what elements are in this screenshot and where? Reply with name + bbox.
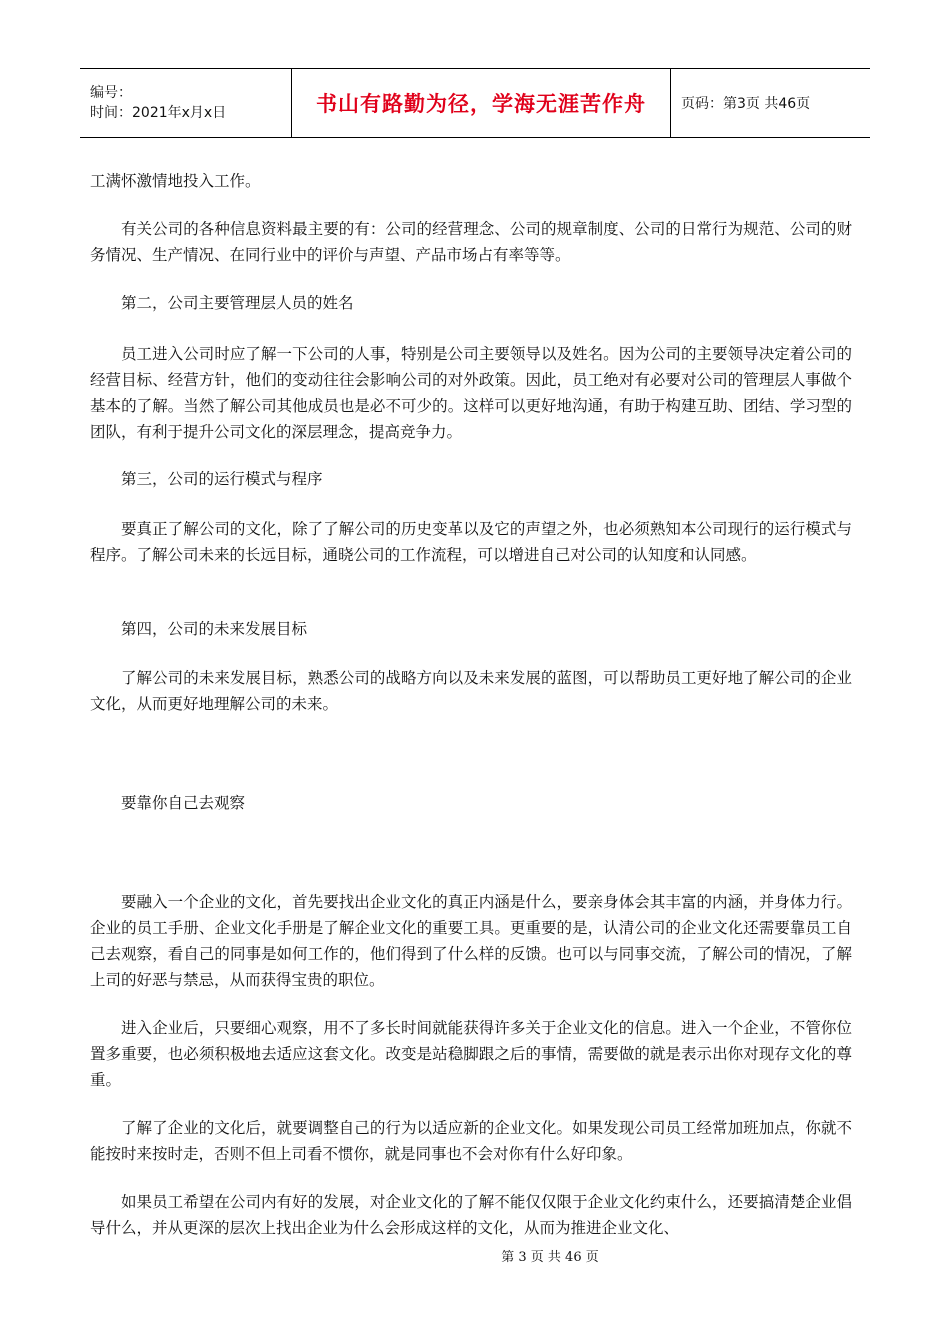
section-heading: 第三，公司的运行模式与程序: [121, 470, 323, 488]
header-motto: 书山有路勤为径，学海无涯苦作舟: [316, 92, 646, 116]
paragraph: 要真正了解公司的文化，除了了解公司的历史变革以及它的声望之外，也必须熟知本公司现行的运行模式与程序。了解公司未来的长远目标，通晓公司的工作流程，可以增进自己对公司的认知度和认同感。: [90, 520, 852, 564]
header-page-number: 页码：第3页 共46页: [681, 96, 811, 112]
page-header: [80, 68, 870, 138]
section-heading: 要靠你自己去观察: [121, 794, 246, 812]
page-footer: 第 3 页 共 46 页: [501, 1250, 599, 1265]
paragraph: 了解了企业的文化后，就要调整自己的行为以适应新的企业文化。如果发现公司员工经常加班加点，你就不能按时来按时走，否则不但上司看不惯你，就是同事也不会对你有什么好印象。: [90, 1119, 852, 1163]
header-motto-cell: [292, 69, 671, 137]
section-heading: 第二，公司主要管理层人员的姓名: [121, 294, 354, 312]
paragraph: 要融入一个企业的文化，首先要找出企业文化的真正内涵是什么，要亲身体会其丰富的内涵，并身体力行。企业的员工手册、企业文化手册是了解企业文化的重要工具。更重要的是，认清公司的企业文化还需要靠员工自己去观察，看自己的同事是如何工作的，他们得到了什么样的反馈。也可以与同事交流，了解公司的情况，了解上司的好恶与禁忌，从而获得宝贵的职位。: [90, 893, 852, 989]
paragraph: 工满怀激情地投入工作。: [90, 172, 261, 190]
paragraph: 如果员工希望在公司内有好的发展，对企业文化的了解不能仅仅限于企业文化约束什么，还要搞清楚企业倡导什么，并从更深的层次上找出企业为什么会形成这样的文化，从而为推进企业文化、: [90, 1193, 852, 1237]
paragraph: 员工进入公司时应了解一下公司的人事，特别是公司主要领导以及姓名。因为公司的主要领导决定着公司的经营目标、经营方针，他们的变动往往会影响公司的对外政策。因此，员工绝对有必要对公司的管理层人事做个基本的了解。当然了解公司其他成员也是必不可少的。这样可以更好地沟通，有助于构建互助、团结、学习型的团队，有利于提升公司文化的深层理念，提高竞争力。: [90, 345, 852, 441]
header-meta: [80, 69, 292, 137]
paragraph: 了解公司的未来发展目标，熟悉公司的战略方向以及未来发展的蓝图，可以帮助员工更好地了解公司的企业文化，从而更好地理解公司的未来。: [90, 669, 852, 713]
paragraph: 进入企业后，只要细心观察，用不了多长时间就能获得许多关于企业文化的信息。进入一个企业，不管你位置多重要，也必须积极地去适应这套文化。改变是站稳脚跟之后的事情，需要做的就是表示出你对现存文化的尊重。: [90, 1019, 852, 1089]
section-heading: 第四，公司的未来发展目标: [121, 620, 308, 638]
paragraph: 有关公司的各种信息资料最主要的有：公司的经营理念、公司的规章制度、公司的日常行为规范、公司的财务情况、生产情况、在同行业中的评价与声望、产品市场占有率等等。: [90, 220, 852, 264]
document-date: 时间：2021年x月x日: [90, 105, 227, 121]
document-number: 编号：: [90, 85, 132, 101]
